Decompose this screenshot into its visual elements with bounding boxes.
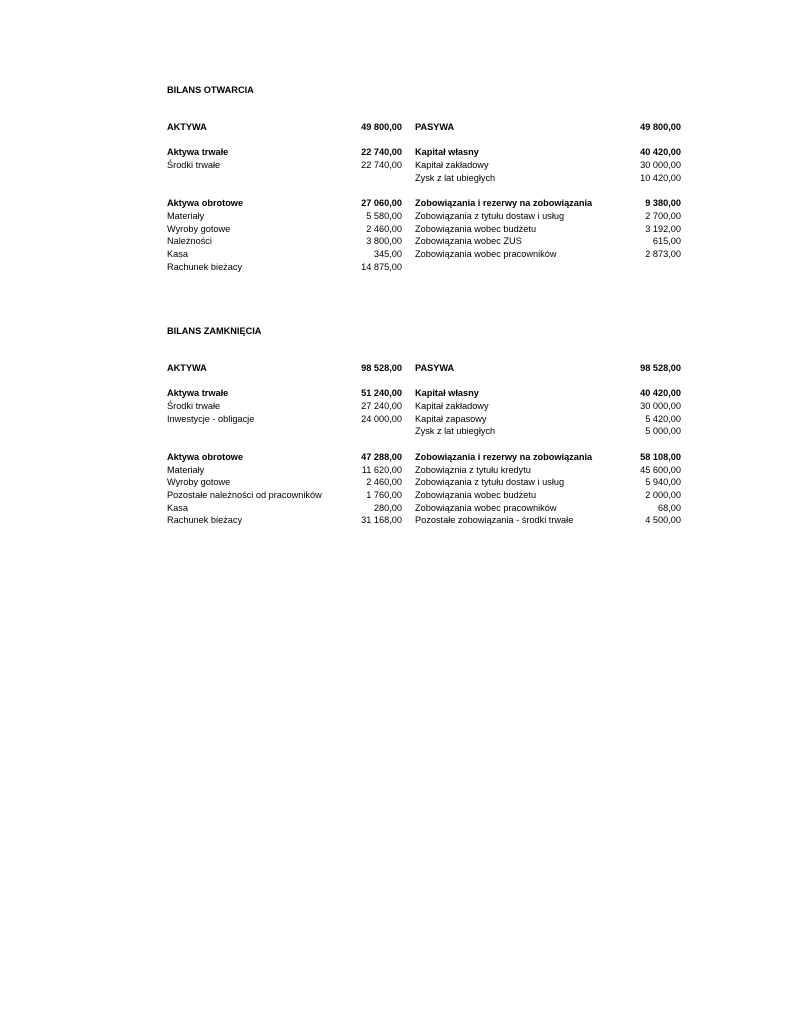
assets-value: 27 060,00 (361, 198, 402, 209)
balance-row (167, 514, 681, 527)
assets-label: Aktywa obrotowe (167, 451, 244, 462)
liabilities-value: 45 600,00 (640, 464, 681, 475)
opening-balance-title: BILANS OTWARCIA (167, 85, 254, 95)
liabilities-value: 9 380,00 (645, 198, 681, 209)
liabilities-value: 3 192,00 (645, 223, 681, 234)
liabilities-label: PASYWA (415, 363, 455, 373)
liabilities-value: 30 000,00 (640, 401, 681, 412)
assets-label: Środki trwałe (167, 401, 221, 412)
assets-label: AKTYWA (167, 363, 207, 373)
assets-value: 24 000,00 (361, 413, 402, 424)
assets-value: 31 168,00 (361, 515, 402, 526)
liabilities-value: 5 420,00 (645, 413, 681, 424)
assets-label: AKTYWA (167, 122, 207, 132)
liabilities-value: 68,00 (658, 502, 681, 513)
assets-value: 47 288,00 (361, 451, 402, 462)
spacer-row (167, 134, 681, 147)
liabilities-value: 30 000,00 (640, 160, 681, 171)
liabilities-label: Kapitał zakładowy (415, 401, 489, 412)
liabilities-label: Zobowiązania i rezerwy na zobowiązania (415, 198, 593, 209)
assets-label: Aktywa trwałe (167, 388, 229, 399)
assets-value: 2 460,00 (366, 477, 402, 488)
balance-row (167, 235, 681, 248)
assets-value: 11 620,00 (361, 464, 402, 475)
closing-balance-title: BILANS ZAMKNIĘCIA (167, 326, 262, 336)
balance-row (167, 146, 681, 159)
liabilities-label: Zysk z lat ubiegłych (415, 426, 496, 437)
liabilities-value: 98 528,00 (640, 363, 681, 373)
assets-label: Środki trwałe (167, 160, 221, 171)
assets-label: Pozostałe należności od pracowników (167, 489, 322, 500)
liabilities-label: Kapitał zakładowy (415, 160, 489, 171)
liabilities-value: 10 420,00 (640, 172, 681, 183)
spacer-row (167, 438, 681, 451)
balance-row (167, 197, 681, 210)
balance-row (167, 464, 681, 477)
balance-row (167, 261, 681, 274)
assets-label: Wyroby gotowe (167, 477, 231, 488)
assets-label: Kasa (167, 502, 188, 513)
balance-row (167, 425, 681, 438)
balance-row (167, 502, 681, 515)
balance-row (167, 476, 681, 489)
liabilities-label: Zobowiązania wobec pracowników (415, 248, 557, 259)
liabilities-label: Kapitał zapasowy (415, 413, 487, 424)
assets-label: Rachunek bieżacy (167, 515, 243, 526)
liabilities-label: Zobowiąznia z tytułu kredytu (415, 464, 531, 475)
assets-label: Aktywa obrotowe (167, 198, 244, 209)
liabilities-value: 49 800,00 (640, 122, 681, 132)
liabilities-label: Zobowiązania i rezerwy na zobowiązania (415, 451, 593, 462)
liabilities-value: 615,00 (652, 236, 681, 247)
liabilities-label: Pozostałe zobowiązania - środki trwałe (415, 515, 574, 526)
liabilities-label: Zysk z lat ubiegłych (415, 172, 496, 183)
balance-row (167, 362, 681, 375)
liabilities-label: Kapitał własny (415, 388, 479, 399)
assets-value: 2 460,00 (366, 223, 402, 234)
spacer-row (167, 184, 681, 197)
balance-row (167, 248, 681, 261)
balance-row (167, 159, 681, 172)
liabilities-label: Zobowiązania wobec budżetu (415, 223, 537, 234)
liabilities-value: 5 940,00 (645, 477, 681, 488)
liabilities-label: Zobowiązania z tytułu dostaw i usług (415, 477, 565, 488)
liabilities-value: 40 420,00 (640, 388, 681, 399)
liabilities-label: Kapitał własny (415, 147, 479, 158)
assets-value: 27 240,00 (361, 401, 402, 412)
assets-value: 1 760,00 (366, 489, 402, 500)
balance-row (167, 172, 681, 185)
liabilities-label: Zobowiązania wobec ZUS (415, 236, 522, 247)
balance-row (167, 387, 681, 400)
liabilities-label: Zobowiązania wobec budżetu (415, 489, 537, 500)
assets-value: 22 740,00 (361, 160, 402, 171)
liabilities-value: 5 000,00 (645, 426, 681, 437)
liabilities-label: Zobowiązania wobec pracowników (415, 502, 557, 513)
liabilities-value: 4 500,00 (645, 515, 681, 526)
spacer-row (167, 375, 681, 388)
assets-label: Aktywa trwałe (167, 147, 229, 158)
balance-row (167, 223, 681, 236)
balance-row (167, 451, 681, 464)
assets-value: 51 240,00 (361, 388, 402, 399)
assets-value: 22 740,00 (361, 147, 402, 158)
assets-value: 280,00 (373, 502, 402, 513)
balance-row (167, 489, 681, 502)
liabilities-label: Zobowiązania z tytułu dostaw i usług (415, 210, 565, 221)
liabilities-value: 2 000,00 (645, 489, 681, 500)
liabilities-value: 2 700,00 (645, 210, 681, 221)
assets-value: 345,00 (373, 248, 402, 259)
balance-row (167, 400, 681, 413)
assets-label: Inwestycje - obligacje (167, 413, 255, 424)
liabilities-value: 58 108,00 (640, 451, 681, 462)
assets-value: 98 528,00 (361, 363, 402, 373)
assets-label: Rachunek bieżacy (167, 261, 243, 272)
assets-label: Materiały (167, 464, 205, 475)
closing-balance-table (167, 362, 681, 527)
balance-row (167, 210, 681, 223)
balance-row (167, 413, 681, 426)
liabilities-value: 40 420,00 (640, 147, 681, 158)
assets-value: 14 875,00 (361, 261, 402, 272)
liabilities-label: PASYWA (415, 122, 455, 132)
assets-value: 3 800,00 (366, 236, 402, 247)
balance-row (167, 121, 681, 134)
opening-balance-table (167, 121, 681, 273)
assets-label: Materiały (167, 210, 205, 221)
assets-label: Kasa (167, 248, 188, 259)
assets-value: 49 800,00 (361, 122, 402, 132)
assets-value: 5 580,00 (366, 210, 402, 221)
assets-label: Wyroby gotowe (167, 223, 231, 234)
liabilities-value: 2 873,00 (645, 248, 681, 259)
assets-label: Należności (167, 236, 212, 247)
